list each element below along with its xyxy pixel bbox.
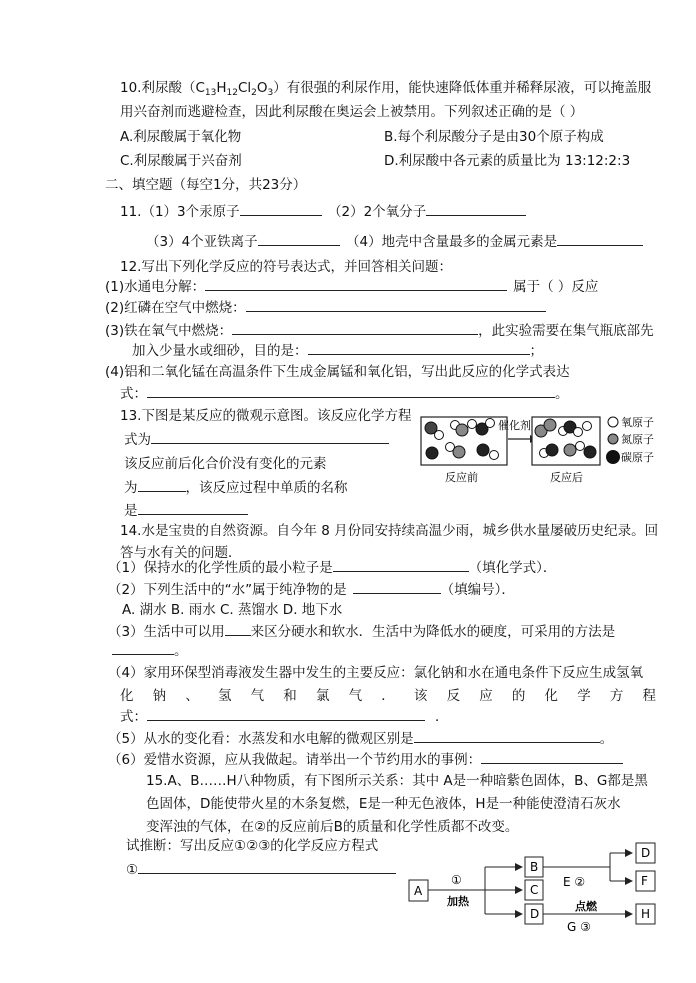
q11-part4: （4）地壳中含量最多的金属元素是: [346, 231, 643, 252]
justified-char: 气: [348, 688, 363, 704]
q15-line1: 15.A、B……H八种物质，有下图所示关系：其中 A是一种暗紫色固体，B、G都是黑: [146, 773, 648, 789]
q14-line1: 14.水是宝贵的自然资源。自今年 8 月份同安持续高温少雨，城乡供水量屡破历史纪录。回: [120, 523, 659, 539]
q14-part1: （1）保持水的化学性质的最小粒子是 （填化学式）．: [108, 557, 556, 578]
q15-line3: 变浑浊的气体，在②的反应前后B的质量和化学性质都不改变。: [146, 819, 519, 835]
box-a-label: A: [414, 884, 423, 898]
section-fill-blank-title: 二、填空题（每空1分，共23分）: [105, 177, 307, 193]
answer-blank[interactable]: [151, 429, 389, 444]
legend-carbon-swatch: [607, 451, 620, 464]
justified-char: 该: [413, 688, 428, 704]
answer-blank[interactable]: [557, 231, 643, 246]
answer-blank[interactable]: [138, 477, 186, 492]
before-label: 反应前: [445, 471, 478, 484]
answer-blank[interactable]: [205, 276, 507, 291]
q12-item2: (2)红磷在空气中燃烧：: [105, 297, 546, 318]
justified-char: 钠: [152, 688, 167, 704]
justified-char: 氢: [217, 688, 232, 704]
reaction-2-label: E ②: [563, 875, 586, 889]
q14-part6: （6）爱惜水资源，应从我做起。请举出一个节约用水的事例：: [108, 749, 623, 770]
box-f-label: F: [641, 874, 648, 888]
q10-option-b: B.每个利尿酸分子是由30个原子构成: [384, 129, 604, 145]
heat-label: 加热: [447, 895, 469, 908]
justified-char: 气: [250, 688, 265, 704]
answer-blank[interactable]: [232, 320, 478, 335]
reaction-3-label: G ③: [567, 920, 591, 934]
q14-part4: （4）家用环保型消毒液发生器中发生的主要反应：氯化钠和水在通电条件下反应生成氢氧: [108, 665, 644, 681]
answer-blank[interactable]: [138, 500, 248, 515]
after-label: 反应后: [550, 471, 583, 484]
box-b-label: B: [530, 860, 539, 874]
reaction-1-label: ①: [451, 873, 462, 887]
justified-char: 的: [511, 688, 526, 704]
reaction-micro-diagram: [420, 405, 660, 485]
q14-options: A. 湖水 B. 雨水 C. 蒸馏水 D. 地下水: [122, 602, 343, 618]
answer-blank[interactable]: [147, 383, 555, 398]
q13-line4: 为 ，该反应过程中单质的名称: [124, 477, 348, 498]
q12-intro: 12.写出下列化学反应的符号表达式，并回答相关问题：: [120, 259, 452, 275]
reaction-flow-diagram: [405, 838, 665, 938]
answer-blank[interactable]: [333, 557, 469, 572]
q15-line5: ①: [126, 859, 396, 880]
answer-blank[interactable]: [147, 706, 425, 721]
justified-char: 应: [479, 688, 493, 704]
q12-item3-cont: 加入少量水或细砂，目的是： ；: [132, 340, 543, 361]
justified-char: 方: [609, 688, 624, 704]
q13-line1: 13.下图是某反应的微观示意图。该反应化学方程: [120, 408, 412, 424]
q12-item4: (4)铝和二氧化锰在高温条件下生成金属锰和氧化铝，写出此反应的化学式表达: [105, 364, 570, 380]
justified-char: 程: [642, 688, 656, 704]
justified-char: 、: [185, 688, 199, 704]
box-c-label: C: [530, 883, 539, 897]
q15-line2: 色固体，D能使带火星的木条复燃，E是一种无色液体，H是一种能使澄清石灰水: [146, 796, 621, 812]
justified-char: 氯: [315, 688, 330, 704]
legend-nitrogen: 氮原子: [621, 433, 654, 446]
q11-part3: （3）4个亚铁离子: [146, 231, 340, 252]
legend-oxygen: 氧原子: [621, 416, 654, 429]
justified-char: 学: [577, 688, 591, 704]
justified-char: 和: [283, 688, 297, 704]
answer-blank[interactable]: [481, 749, 623, 764]
legend-carbon: 碳原子: [621, 451, 654, 464]
catalyst-label: 催化剂: [498, 419, 531, 432]
q10-line2: 用兴奋剂而逃避检查，因此利尿酸在奥运会上被禁用。下列叙述正确的是（ ）: [120, 104, 584, 120]
q11-part2: （2）2个氧分子: [328, 201, 526, 222]
justified-char: 反: [446, 688, 461, 704]
q12-item1: (1)水通电分解： 属于（ ）反应: [105, 276, 598, 297]
q12-item3: (3)铁在氧气中燃烧： ，此实验需要在集气瓶底部先: [105, 320, 654, 341]
q14-line2: 答与水有关的问题．: [120, 545, 242, 561]
q13-line5: 是: [124, 500, 248, 521]
box-d-left-label: D: [530, 907, 540, 921]
q12-item4-cont: 式： 。: [120, 383, 569, 404]
q14-part4-cont: 式： ．: [120, 706, 449, 727]
q10-line1: 10.利尿酸$(C_{13}H_{12}Cl_2O_3)$有很强的利尿作用，能快速降低体重并稀释尿液，可以掩盖服: [120, 80, 652, 98]
q10-option-a: A.利尿酸属于氧化物: [120, 129, 242, 145]
box-d-right-label: D: [641, 846, 651, 860]
answer-blank[interactable]: [426, 201, 526, 216]
answer-blank[interactable]: [258, 231, 340, 246]
answer-blank[interactable]: [138, 859, 396, 874]
justified-char: 化: [544, 688, 559, 704]
ignite-label: 点燃: [575, 900, 597, 913]
answer-blank[interactable]: [246, 297, 546, 312]
justified-char: ．: [381, 688, 395, 704]
legend-oxygen-swatch: [608, 417, 618, 427]
answer-blank[interactable]: [353, 579, 441, 594]
q14-part2: （2）下列生活中的“水”属于纯净物的是 （填编号）．: [108, 579, 515, 600]
legend-nitrogen-swatch: [608, 434, 618, 444]
q14-part5: （5）从水的变化看：水蒸发和水电解的微观区别是 。: [108, 728, 613, 749]
answer-blank[interactable]: [225, 621, 251, 636]
q11-part1: 11.（1）3个汞原子: [120, 201, 322, 222]
answer-blank[interactable]: [308, 340, 530, 355]
answer-blank[interactable]: [414, 728, 600, 743]
q15-line4: 试推断：写出反应①②③的化学反应方程式: [126, 838, 379, 854]
q13-line3: 该反应前后化合价没有变化的元素: [124, 456, 327, 472]
q14-part3: （3）生活中可以用 来区分硬水和软水．生活中为降低水的硬度，可采用的方法是: [108, 621, 615, 642]
answer-blank[interactable]: [240, 201, 322, 216]
q10-option-c: C.利尿酸属于兴奋剂: [120, 153, 242, 169]
q10-option-d: D.利尿酸中各元素的质量比为 13:12:2:3: [384, 153, 631, 169]
justified-char: 化: [120, 688, 134, 704]
box-h-label: H: [641, 907, 651, 921]
q14-part4-justified: [120, 686, 656, 706]
q13-line2: 式为: [124, 429, 389, 450]
answer-blank[interactable]: [112, 640, 174, 655]
q14-part3-cont: 。: [112, 640, 188, 661]
